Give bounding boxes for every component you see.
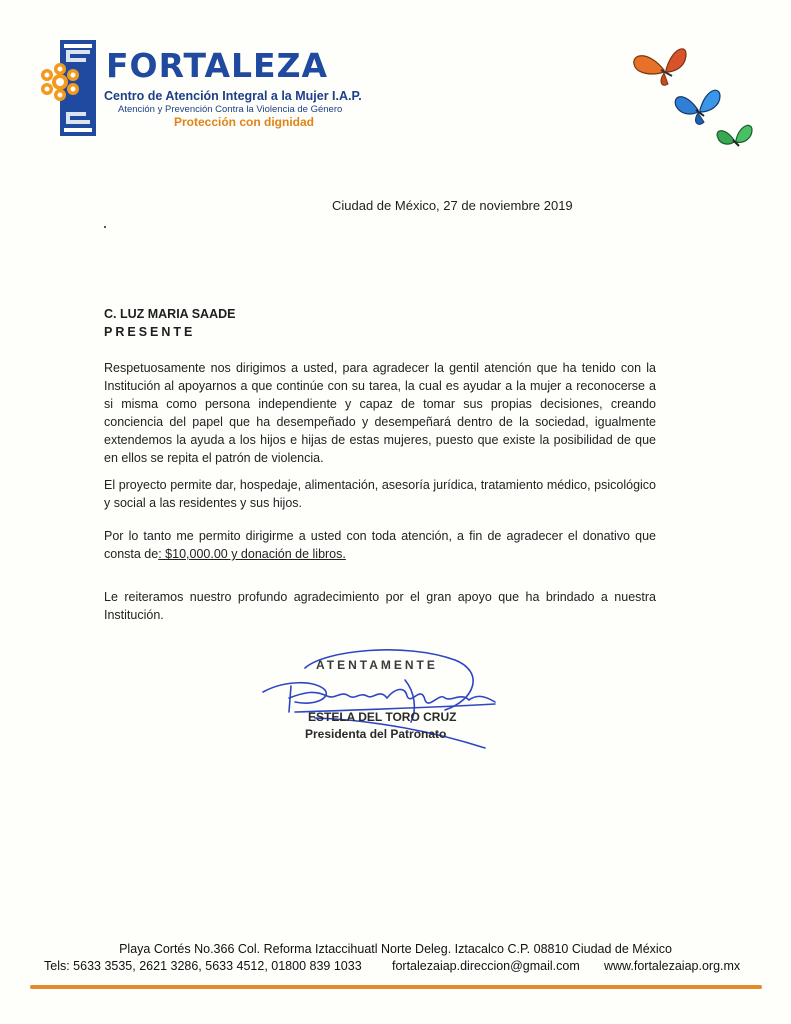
footer-email: fortalezaiap.direccion@gmail.com xyxy=(392,959,580,973)
signer-name: ESTELA DEL TORO CRUZ xyxy=(308,710,457,724)
paragraph-project: El proyecto permite dar, hospedaje, alimentación, asesoría jurídica, tratamiento médico, psicológico y social a las residentes y sus hijos. xyxy=(104,478,656,510)
blue-butterfly-icon xyxy=(675,90,720,124)
footer-website: www.fortalezaiap.org.mx xyxy=(604,959,741,973)
addressee-presente: PRESENTE xyxy=(104,325,196,339)
paragraph-gratitude: Respetuosamente nos dirigimos a usted, para agradecer la gentil atención que ha tenido con la Institución al apoyarnos a que continúe con su tarea, la cual es ayudar a la mujer a reconocerse a si misma como persona independiente y capaz de tomar sus propias decisiones, creando conciencia del papel que ha desempeñado y desempeñará dentro de la sociedad, igualmente extendemos la ayuda a los hijos e hijas de estas mujeres, puesto que existe la posibilidad de que en ellos se repita el patrón de violencia. xyxy=(104,361,656,465)
brand-subtitle: Centro de Atención Integral a la Mujer I.A.P. xyxy=(104,89,362,103)
footer-address: Playa Cortés No.366 Col. Reforma Iztaccihuatl Norte Deleg. Iztacalco C.P. 08810 Ciudad de México xyxy=(119,942,672,956)
addressee xyxy=(104,305,235,341)
addressee-name: C. LUZ MARIA SAADE xyxy=(104,307,236,321)
letter-date: Ciudad de México, 27 de noviembre 2019 xyxy=(332,198,573,213)
orange-butterfly-icon xyxy=(634,49,686,85)
brand-subtitle-secondary: Atención y Prevención Contra la Violencia de Género xyxy=(118,104,343,115)
footer-divider xyxy=(30,985,762,989)
paragraph-closing: Le reiteramos nuestro profundo agradecimiento por el gran apoyo que ha brindado a nuestra Institución. xyxy=(104,590,656,622)
donation-amount: : $10,000.00 y donación de libros. xyxy=(158,547,346,561)
paragraph-donation xyxy=(104,527,656,563)
brand-tagline: Protección con dignidad xyxy=(174,115,315,129)
signer-title: Presidenta del Patronato xyxy=(305,727,447,741)
green-butterfly-icon xyxy=(717,125,752,146)
brand-name: FORTALEZA xyxy=(106,46,329,85)
butterflies-illustration xyxy=(628,40,758,162)
stray-mark xyxy=(104,226,106,228)
donation-text: Por lo tanto me permito dirigirme a usted con toda atención, a fin de agradecer el donativo que consta de xyxy=(104,529,656,561)
closing-atentamente: ATENTAMENTE xyxy=(316,658,438,672)
footer-phones: Tels: 5633 3535, 2621 3286, 5633 4512, 01800 839 1033 xyxy=(44,959,362,973)
